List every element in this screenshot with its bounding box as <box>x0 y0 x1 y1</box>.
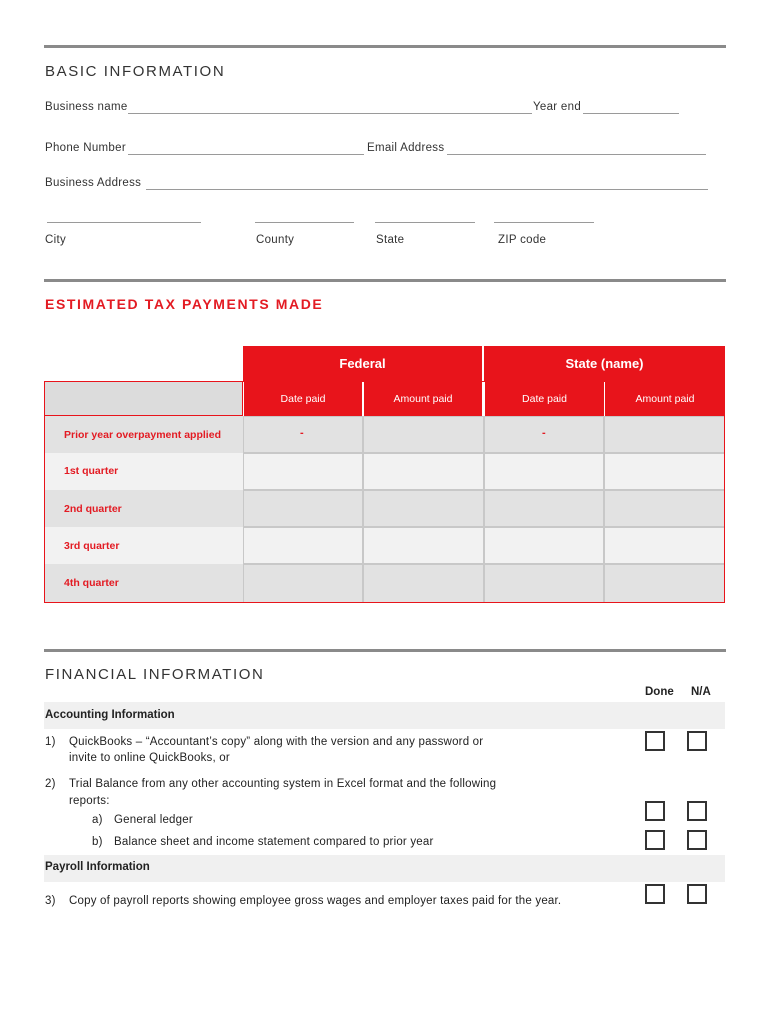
item1-line1: QuickBooks – “Accountant’s copy” along with the version and any password or <box>69 736 484 748</box>
row-label-prior-year: Prior year overpayment applied <box>64 429 221 441</box>
item1-line2: invite to online QuickBooks, or <box>69 752 230 764</box>
table-cell[interactable] <box>363 453 484 490</box>
federal-date-paid-header: Date paid <box>243 381 362 416</box>
item2a-done-checkbox[interactable] <box>645 801 665 821</box>
financial-info-title: FINANCIAL INFORMATION <box>45 666 265 683</box>
federal-amount-paid-header: Amount paid <box>363 381 482 416</box>
table-cell[interactable] <box>484 490 604 527</box>
phone-label: Phone Number <box>45 142 126 154</box>
row-label-q2: 2nd quarter <box>64 503 122 515</box>
row-label-q4: 4th quarter <box>64 577 119 589</box>
table-cell[interactable] <box>243 453 363 490</box>
table-cell[interactable] <box>363 490 484 527</box>
state-prior-year-value: - <box>542 427 546 439</box>
done-column-header: Done <box>645 686 674 698</box>
zip-label: ZIP code <box>498 234 547 246</box>
table-cell[interactable] <box>363 564 484 603</box>
item1-na-checkbox[interactable] <box>687 731 707 751</box>
item2b-text: Balance sheet and income statement compared to prior year <box>114 836 434 848</box>
email-label: Email Address <box>367 142 445 154</box>
item2-number: 2) <box>45 778 56 790</box>
table-cell[interactable] <box>484 527 604 564</box>
item2b-na-checkbox[interactable] <box>687 830 707 850</box>
row-label-q1: 1st quarter <box>64 465 119 477</box>
state-amount-paid-header: Amount paid <box>604 381 725 416</box>
federal-header: Federal <box>243 346 482 381</box>
table-cell[interactable] <box>604 564 725 603</box>
item2a-na-checkbox[interactable] <box>687 801 707 821</box>
table-cell[interactable] <box>363 527 484 564</box>
payroll-info-header: Payroll Information <box>45 861 150 873</box>
state-field[interactable] <box>375 222 475 223</box>
tax-payments-title: ESTIMATED TAX PAYMENTS MADE <box>45 296 324 312</box>
address-field[interactable] <box>146 189 708 190</box>
item3-done-checkbox[interactable] <box>645 884 665 904</box>
year-end-field[interactable] <box>583 113 679 114</box>
table-cell[interactable] <box>363 416 484 453</box>
item2b-done-checkbox[interactable] <box>645 830 665 850</box>
year-end-label: Year end <box>533 101 582 113</box>
basic-info-title: BASIC INFORMATION <box>45 63 226 80</box>
item1-done-checkbox[interactable] <box>645 731 665 751</box>
tax-payments-table <box>44 346 725 603</box>
section-divider <box>44 45 726 48</box>
section-divider <box>44 279 726 282</box>
item3-text: Copy of payroll reports showing employee gross wages and employer taxes paid for the year. <box>69 895 562 907</box>
section-divider <box>44 649 726 652</box>
state-date-paid-header: Date paid <box>484 381 604 416</box>
item3-na-checkbox[interactable] <box>687 884 707 904</box>
table-cell[interactable] <box>484 564 604 603</box>
email-field[interactable] <box>447 154 706 155</box>
table-cell[interactable] <box>604 416 725 453</box>
table-cell[interactable] <box>243 564 363 603</box>
item2-line2: reports: <box>69 795 110 807</box>
item2-line1: Trial Balance from any other accounting system in Excel format and the following <box>69 778 497 790</box>
city-label: City <box>45 234 67 246</box>
business-name-label: Business name <box>45 101 128 113</box>
item2a-letter: a) <box>92 814 103 826</box>
item2a-text: General ledger <box>114 814 193 826</box>
item1-number: 1) <box>45 736 56 748</box>
address-label: Business Address <box>45 177 142 189</box>
na-column-header: N/A <box>691 686 711 698</box>
zip-field[interactable] <box>494 222 594 223</box>
row-label-q3: 3rd quarter <box>64 540 120 552</box>
table-cell[interactable] <box>484 453 604 490</box>
table-cell[interactable] <box>604 453 725 490</box>
county-label: County <box>256 234 295 246</box>
table-cell[interactable] <box>604 490 725 527</box>
table-cell[interactable] <box>604 527 725 564</box>
item2b-letter: b) <box>92 836 103 848</box>
row-label-header <box>44 381 243 416</box>
city-field[interactable] <box>47 222 201 223</box>
accounting-info-header: Accounting Information <box>45 709 175 721</box>
table-cell[interactable] <box>243 490 363 527</box>
table-cell[interactable] <box>243 527 363 564</box>
phone-field[interactable] <box>128 154 364 155</box>
state-label: State <box>376 234 405 246</box>
state-header: State (name) <box>484 346 725 381</box>
county-field[interactable] <box>255 222 354 223</box>
business-name-field[interactable] <box>128 113 532 114</box>
item3-number: 3) <box>45 895 56 907</box>
federal-prior-year-value: - <box>300 427 304 439</box>
